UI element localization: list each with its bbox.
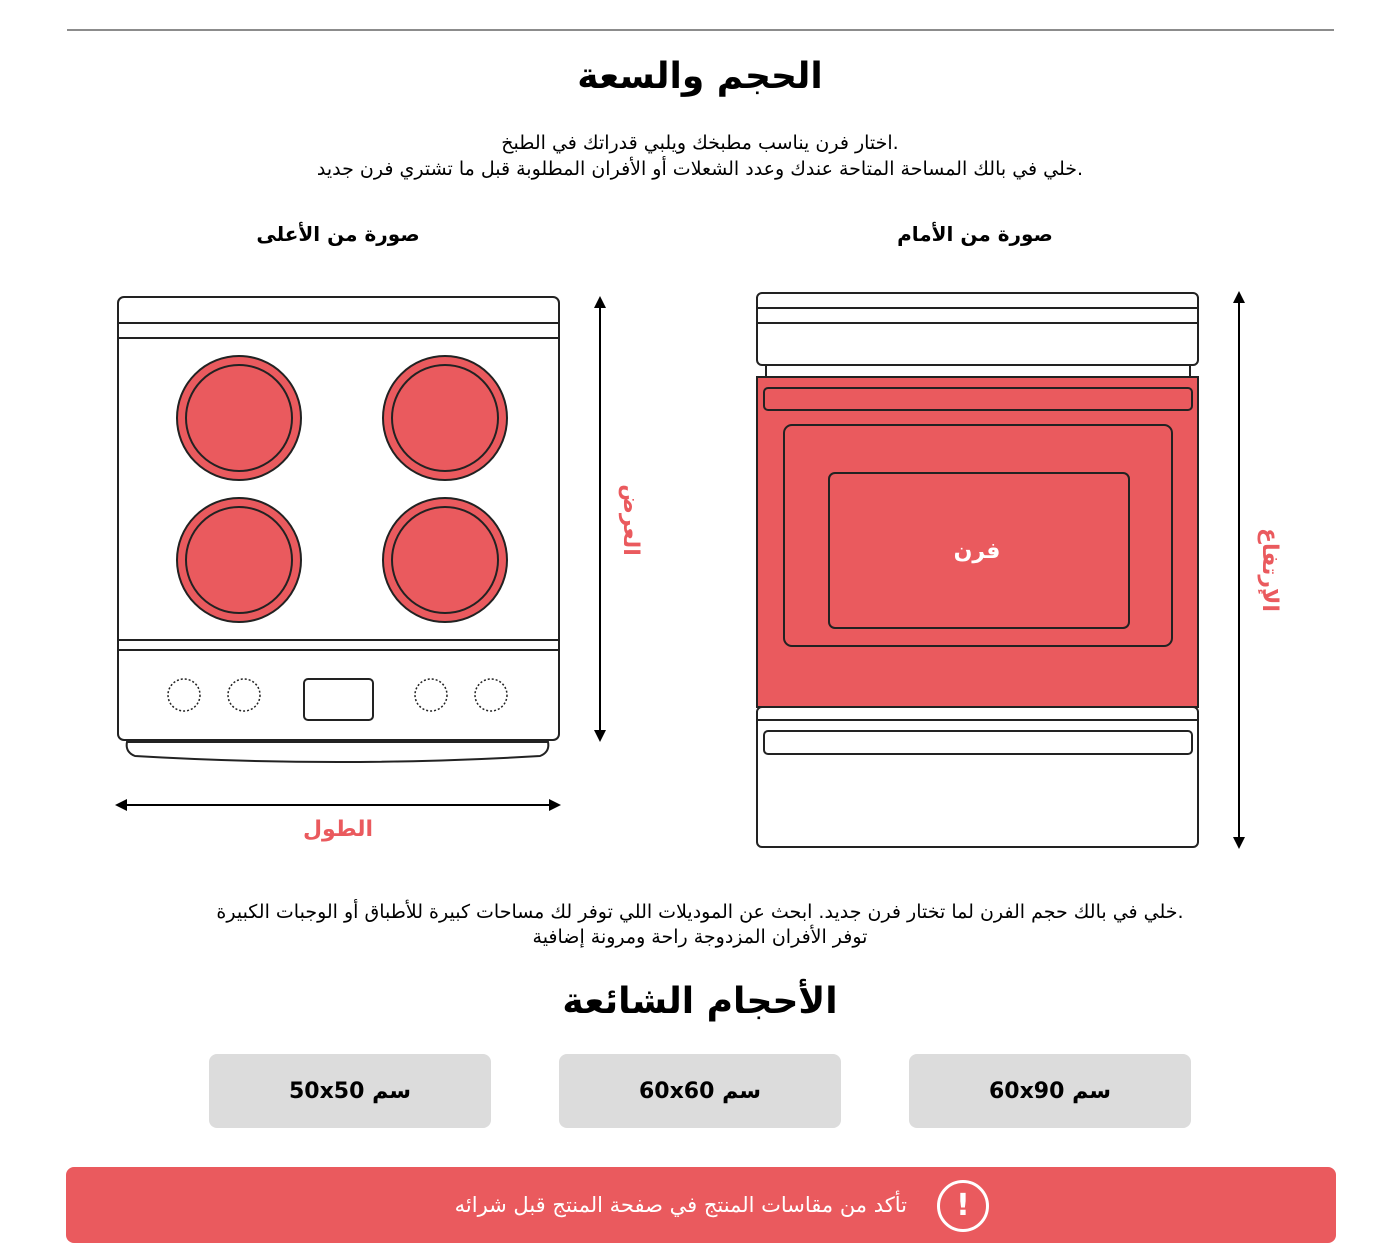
oven-handle: [764, 388, 1192, 410]
page-title: الحجم والسعة: [577, 56, 823, 97]
note-line-2: توفر الأفران المزدوجة راحة ومرونة إضافية: [532, 926, 868, 948]
front-view-label: صورة من الأمام: [897, 222, 1053, 246]
burner: [383, 498, 507, 622]
burner: [383, 356, 507, 480]
burner: [177, 498, 301, 622]
top-view-label: صورة من الأعلى: [256, 222, 420, 246]
alert-text: تأكد من مقاسات المنتج في صفحة المنتج قبل شرائه: [454, 1193, 907, 1217]
drawer-handle: [764, 731, 1192, 754]
size-option-60x60[interactable]: 60x60 سم: [559, 1054, 841, 1128]
width-label: العرض: [618, 484, 643, 556]
stove-body: [118, 297, 559, 740]
length-label: الطول: [302, 817, 374, 842]
control-display: [304, 679, 373, 720]
front-view-diagram: [757, 293, 1282, 847]
intro-line-2: خلي في بالك المساحة المتاحة عندك وعدد الشعلات أو الأفران المطلوبة قبل ما تشتري فرن جديد.: [316, 158, 1084, 180]
size-option-60x90[interactable]: 60x90 سم: [909, 1054, 1191, 1128]
size-note: [0, 900, 1400, 950]
intro-line-1: اختار فرن يناسب مطبخك ويلبي قدراتك في الطبخ.: [501, 132, 899, 154]
size-option-50x50[interactable]: 50x50 سم: [209, 1054, 491, 1128]
storage-drawer: [757, 707, 1198, 847]
common-sizes-title: الأحجام الشائعة: [562, 981, 838, 1022]
oven-label: فرن: [953, 539, 1001, 564]
alert-banner: [66, 1167, 1336, 1243]
stove-handle: [127, 742, 549, 762]
burner: [177, 356, 301, 480]
backsplash: [757, 293, 1198, 365]
top-view-diagram: [118, 297, 643, 842]
note-line-1: خلي في بالك حجم الفرن لما تختار فرن جديد. ابحث عن الموديلات اللي توفر لك مساحات كبيرة للأطباق أو الوجبات الكبيرة.: [216, 901, 1184, 923]
height-label: الإرتفاع: [1257, 528, 1282, 612]
exclamation-icon: !: [937, 1180, 989, 1232]
